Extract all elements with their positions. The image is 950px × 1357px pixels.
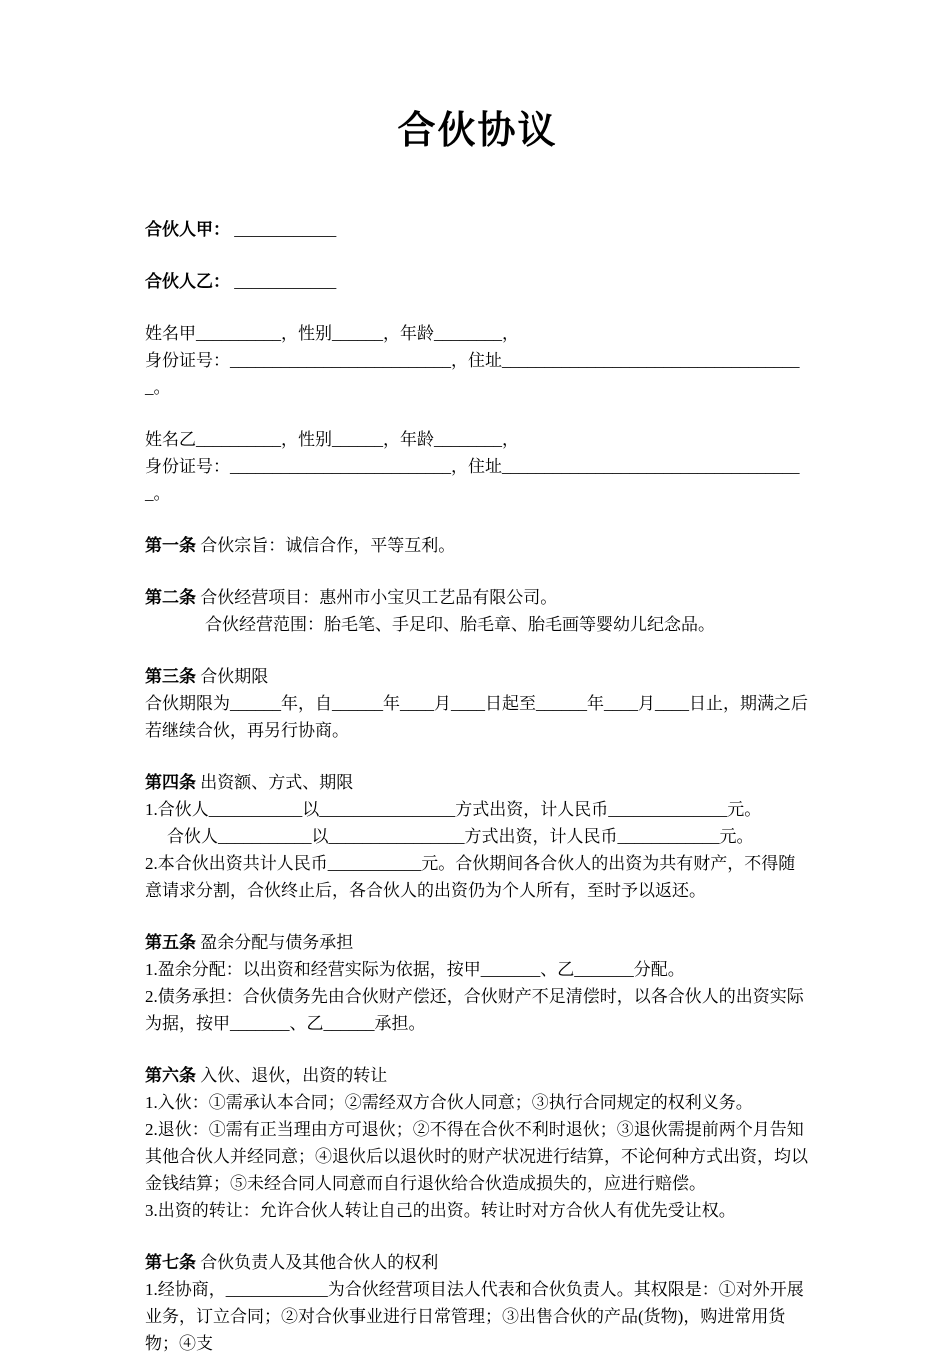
text-run: 出资额、方式、期限 [196, 772, 354, 792]
clause-4 [145, 769, 810, 796]
clause-5-item-2 [145, 983, 810, 1037]
clause-label: 第三条 [145, 666, 196, 686]
clause-3 [145, 663, 810, 690]
text-run: 合伙人___________以________________方式出资，计人民币____________元。 [167, 826, 754, 846]
clause-4-item-2 [145, 850, 810, 904]
text-run: 2.本合伙出资共计人民币___________元。合伙期间各合伙人的出资为共有财产，不得随意请求分割，合伙终止后，各合伙人的出资仍为个人所有，至时予以返还。 [145, 853, 796, 900]
partner-b-line [145, 268, 810, 295]
text-run: 2.债务承担：合伙债务先由合伙财产偿还，合伙财产不足清偿时，以各合伙人的出资实际为据，按甲_______、乙______承担。 [145, 986, 804, 1033]
text-run: 2.退伙：①需有正当理由方可退伙；②不得在合伙不利时退伙；③退伙需提前两个月告知其他合伙人并经同意；④退伙后以退伙时的财产状况进行结算，不论何种方式出资，均以金钱结算；⑤未经合同人同意而自行退伙给合伙造成损失的，应进行赔偿。 [145, 1119, 808, 1193]
text-run: 合伙经营范围：胎毛笔、手足印、胎毛章、胎毛画等婴幼儿纪念品。 [205, 614, 715, 634]
clause-label: 第七条 [145, 1252, 196, 1272]
id-b-line [145, 453, 810, 507]
document-body [145, 216, 810, 1357]
clause-label: 第一条 [145, 535, 196, 555]
text-run: ____________ [230, 271, 337, 291]
name-b-line [145, 426, 810, 453]
clause-4-item-1a [145, 796, 810, 823]
clause-7 [145, 1249, 810, 1276]
clause-label: 第五条 [145, 932, 196, 952]
text-run: 合伙期限为______年，自______年____月____日起至______年____月____日止，期满之后若继续合伙，再另行协商。 [145, 693, 808, 740]
clause-label: 第四条 [145, 772, 196, 792]
text-run: 1.盈余分配：以出资和经营实际为依据，按甲_______、乙_______分配。 [145, 959, 685, 979]
clause-4-item-1b [145, 823, 810, 850]
text-run: 入伙、退伙，出资的转让 [196, 1065, 388, 1085]
name-a-line [145, 320, 810, 347]
clause-7-item-1 [145, 1276, 810, 1357]
clause-6-item-1 [145, 1089, 810, 1116]
text-run: 3.出资的转让：允许合伙人转让自己的出资。转让时对方合伙人有优先受让权。 [145, 1200, 736, 1220]
text-run: 身份证号：__________________________，住址____________________________________。 [145, 350, 800, 397]
text-run: 合伙期限 [196, 666, 269, 686]
partner-a-line [145, 216, 810, 243]
clause-6-item-2 [145, 1116, 810, 1197]
text-run: 合伙宗旨：诚信合作，平等互利。 [196, 535, 456, 555]
clause-label: 第二条 [145, 587, 196, 607]
id-a-line [145, 347, 810, 401]
text-run: 姓名甲__________，性别______，年龄________， [145, 323, 519, 343]
text-run: 1.合伙人___________以________________方式出资，计人民币______________元。 [145, 799, 762, 819]
document-title: 合伙协议 [397, 110, 558, 152]
clause-2-scope [145, 611, 810, 638]
clause-6-item-3 [145, 1197, 810, 1224]
text-run: 姓名乙__________，性别______，年龄________， [145, 429, 519, 449]
text-run: 1.入伙：①需承认本合同；②需经双方合伙人同意；③执行合同规定的权利义务。 [145, 1092, 753, 1112]
text-run: 合伙经营项目：惠州市小宝贝工艺品有限公司。 [196, 587, 558, 607]
clause-label: 合伙人乙： [145, 271, 230, 291]
clause-label: 第六条 [145, 1065, 196, 1085]
clause-3-body [145, 690, 810, 744]
text-run: ____________ [230, 219, 337, 239]
text-run: 1.经协商，____________为合伙经营项目法人代表和合伙负责人。其权限是：①对外开展业务，订立合同；②对合伙事业进行日常管理；③出售合伙的产品(货物)，购进常用货物；④支 [145, 1279, 804, 1353]
clause-2 [145, 584, 810, 611]
text-run: 合伙负责人及其他合伙人的权利 [196, 1252, 439, 1272]
clause-label: 合伙人甲： [145, 219, 230, 239]
clause-6 [145, 1062, 810, 1089]
clause-5 [145, 929, 810, 956]
text-run: 盈余分配与债务承担 [196, 932, 354, 952]
clause-5-item-1 [145, 956, 810, 983]
text-run: 身份证号：__________________________，住址____________________________________。 [145, 456, 800, 503]
clause-1 [145, 532, 810, 559]
